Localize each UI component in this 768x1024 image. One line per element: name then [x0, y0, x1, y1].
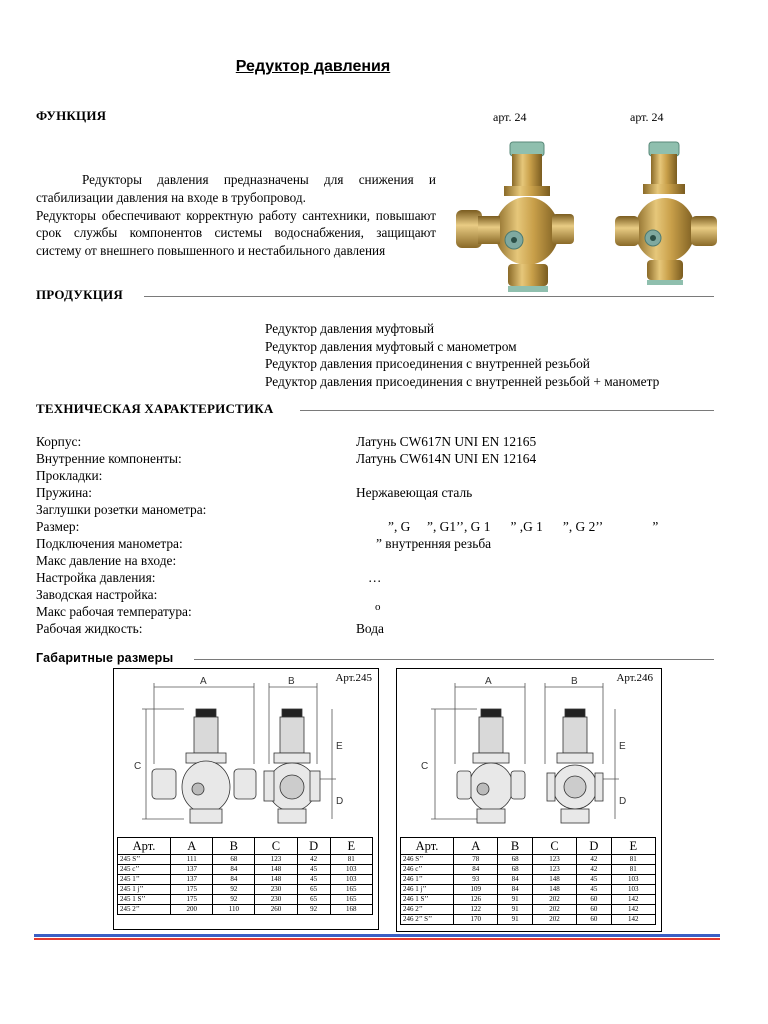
- table-cell: 110: [213, 905, 255, 915]
- table-cell: 60: [577, 915, 611, 925]
- table-header: C: [255, 838, 297, 855]
- table-cell: 245 2’’: [118, 905, 171, 915]
- table-row: [118, 905, 373, 915]
- dims-table-246: [400, 837, 656, 925]
- dim-letter: E: [619, 741, 626, 752]
- spec-value: Нержавеющая сталь: [356, 485, 473, 500]
- spec-label: Прокладки:: [36, 468, 103, 483]
- table-cell: 91: [498, 895, 532, 905]
- table-cell: 91: [498, 905, 532, 915]
- table-cell: 92: [213, 885, 255, 895]
- section-function-heading: ФУНКЦИЯ: [36, 108, 107, 123]
- product-item: Редуктор давления муфтовый с манометром: [265, 338, 517, 354]
- spec-label: Размер:: [36, 519, 80, 534]
- footer-stripe-blue: [34, 934, 720, 937]
- spec-value: Вода: [356, 621, 384, 636]
- table-row: [401, 905, 656, 915]
- spec-label: Заглушки розетки манометра:: [36, 502, 207, 517]
- table-cell: 122: [454, 905, 498, 915]
- table-cell: 202: [532, 895, 576, 905]
- table-cell: 245 1 j’’: [118, 885, 171, 895]
- table-cell: 81: [330, 855, 372, 865]
- function-text: [36, 171, 436, 260]
- table-cell: 92: [213, 895, 255, 905]
- table-header: B: [498, 838, 532, 855]
- table-cell: 230: [255, 895, 297, 905]
- table-cell: 91: [498, 915, 532, 925]
- table-cell: 84: [454, 865, 498, 875]
- table-cell: 68: [213, 855, 255, 865]
- table-row: [401, 885, 656, 895]
- table-body: [118, 855, 373, 915]
- spec-value: …: [368, 570, 382, 585]
- table-cell: 45: [297, 865, 330, 875]
- table-cell: 246 2’’ S’’: [401, 915, 454, 925]
- table-cell: 84: [498, 875, 532, 885]
- dims-table-245: [117, 837, 373, 915]
- table-cell: 42: [297, 855, 330, 865]
- table-cell: 168: [330, 905, 372, 915]
- table-cell: 202: [532, 905, 576, 915]
- dimension-drawing-246: [397, 669, 661, 835]
- table-cell: 45: [297, 875, 330, 885]
- table-cell: 246 S’’: [401, 855, 454, 865]
- table-cell: 245 S’’: [118, 855, 171, 865]
- table-cell: 65: [297, 895, 330, 905]
- table-row: [401, 865, 656, 875]
- drawing-245: [113, 668, 379, 930]
- table-cell: 175: [171, 885, 213, 895]
- section-dims-heading: Габаритные размеры: [36, 651, 174, 665]
- table-cell: 142: [611, 915, 655, 925]
- table-cell: 142: [611, 905, 655, 915]
- table-row: [118, 885, 373, 895]
- table-cell: 170: [454, 915, 498, 925]
- table-cell: 260: [255, 905, 297, 915]
- table-cell: 202: [532, 915, 576, 925]
- table-cell: 148: [532, 885, 576, 895]
- dim-letter: B: [288, 676, 295, 687]
- section-production-heading: ПРОДУКЦИЯ: [36, 287, 123, 302]
- table-cell: 123: [532, 855, 576, 865]
- table-header: A: [454, 838, 498, 855]
- table-cell: 81: [611, 865, 655, 875]
- table-cell: 93: [454, 875, 498, 885]
- table-cell: 148: [255, 865, 297, 875]
- dim-letter: D: [619, 796, 627, 807]
- table-row: [401, 875, 656, 885]
- table-cell: 245 1’’: [118, 875, 171, 885]
- table-cell: 45: [577, 875, 611, 885]
- spec-label: Корпус:: [36, 434, 82, 449]
- table-cell: 109: [454, 885, 498, 895]
- table-cell: 175: [171, 895, 213, 905]
- product-list: [265, 320, 659, 390]
- product-item: Редуктор давления присоединения с внутренней резьбой + манометр: [265, 373, 660, 389]
- table-header: D: [577, 838, 611, 855]
- footer-stripe-red: [34, 938, 720, 940]
- dim-letter: A: [200, 676, 207, 687]
- dim-letter: A: [485, 676, 492, 687]
- table-cell: 165: [330, 895, 372, 905]
- table-cell: 137: [171, 865, 213, 875]
- table-cell: 42: [577, 865, 611, 875]
- table-row: [118, 855, 373, 865]
- spec-label: Макс давление на входе:: [36, 553, 177, 568]
- table-row: [118, 875, 373, 885]
- dim-letter: D: [336, 796, 344, 807]
- spec-label: Внутренние компоненты:: [36, 451, 182, 466]
- table-header: E: [330, 838, 372, 855]
- table-cell: 81: [611, 855, 655, 865]
- spec-label: Подключения манометра:: [36, 536, 183, 551]
- function-text-line-2: Редукторы обеспечивают корректную работу сантехники, повышают срок службы компонентов системы водоснабжения, защищают систему от внешнего повышенного и нестабильного давления: [36, 207, 436, 259]
- table-cell: 246 1 S’’: [401, 895, 454, 905]
- table-row: [401, 855, 656, 865]
- table-header: D: [297, 838, 330, 855]
- table-row: [401, 915, 656, 925]
- drawing-246: [396, 668, 662, 932]
- dim-letter: E: [336, 741, 343, 752]
- table-cell: 111: [171, 855, 213, 865]
- table-header: Арт.: [118, 838, 171, 855]
- table-cell: 103: [611, 885, 655, 895]
- dim-letter: C: [421, 761, 429, 772]
- table-cell: 148: [532, 875, 576, 885]
- table-body: [401, 855, 656, 925]
- spec-label: Заводская настройка:: [36, 587, 158, 602]
- table-cell: 245 1 S’’: [118, 895, 171, 905]
- table-header: C: [532, 838, 576, 855]
- table-row: [401, 895, 656, 905]
- table-row: [118, 895, 373, 905]
- table-cell: 126: [454, 895, 498, 905]
- table-cell: 123: [532, 865, 576, 875]
- section-tech-heading: ТЕХНИЧЕСКАЯ ХАРАКТЕРИСТИКА: [36, 401, 274, 416]
- table-cell: 246 1’’: [401, 875, 454, 885]
- table-cell: 42: [577, 855, 611, 865]
- spec-value: ”, G ”, G1’’, G 1 ” ,G 1 ”, G 2’’ ”: [388, 519, 659, 534]
- table-cell: 92: [297, 905, 330, 915]
- table-cell: 84: [213, 875, 255, 885]
- product-photo-reducer-2: [613, 136, 723, 296]
- table-cell: 245 с’’: [118, 865, 171, 875]
- drawing-art-label: Арт.245: [335, 672, 372, 684]
- table-cell: 103: [611, 875, 655, 885]
- table-cell: 60: [577, 895, 611, 905]
- table-cell: 230: [255, 885, 297, 895]
- table-cell: 78: [454, 855, 498, 865]
- drawing-art-label: Арт.246: [616, 672, 653, 684]
- table-cell: 165: [330, 885, 372, 895]
- spec-value: Латунь CW617N UNI EN 12165: [356, 434, 537, 449]
- table-cell: 103: [330, 865, 372, 875]
- production-rule: [144, 296, 714, 297]
- photo-label-1: арт. 24: [493, 110, 527, 124]
- table-cell: 246 2’’: [401, 905, 454, 915]
- table-header: A: [171, 838, 213, 855]
- product-item: Редуктор давления присоединения с внутренней резьбой: [265, 356, 590, 371]
- table-cell: 84: [498, 885, 532, 895]
- table-cell: 68: [498, 855, 532, 865]
- dim-letter: C: [134, 761, 142, 772]
- table-cell: 137: [171, 875, 213, 885]
- page-title: Редуктор давления: [235, 58, 391, 75]
- table-cell: 60: [577, 905, 611, 915]
- product-item: Редуктор давления муфтовый: [265, 321, 435, 336]
- table-cell: 246 с’’: [401, 865, 454, 875]
- spec-value: ” внутренняя резьба: [376, 536, 492, 551]
- product-photo-reducer-1: [452, 136, 582, 296]
- spec-label: Пружина:: [36, 485, 92, 500]
- spec-value: Латунь CW614N UNI EN 12164: [356, 451, 537, 466]
- table-cell: 84: [213, 865, 255, 875]
- spec-label: Настройка давления:: [36, 570, 156, 585]
- dimension-drawing-245: [114, 669, 378, 835]
- spec-value: о: [375, 601, 381, 613]
- tech-rule: [300, 410, 714, 411]
- table-cell: 68: [498, 865, 532, 875]
- table-cell: 200: [171, 905, 213, 915]
- table-cell: 148: [255, 875, 297, 885]
- table-cell: 142: [611, 895, 655, 905]
- table-cell: 45: [577, 885, 611, 895]
- table-cell: 65: [297, 885, 330, 895]
- table-header: B: [213, 838, 255, 855]
- table-row: [118, 865, 373, 875]
- photo-label-2: арт. 24: [630, 110, 664, 124]
- function-text-line-1: Редукторы давления предназначены для снижения и стабилизации давления на входе в трубопровод.: [36, 172, 436, 205]
- table-cell: 123: [255, 855, 297, 865]
- table-cell: 246 1 j’’: [401, 885, 454, 895]
- table-cell: 103: [330, 875, 372, 885]
- dim-letter: B: [571, 676, 578, 687]
- table-header: E: [611, 838, 655, 855]
- spec-label: Рабочая жидкость:: [36, 621, 143, 636]
- spec-label: Макс рабочая температура:: [36, 604, 192, 619]
- dims-rule: [194, 659, 714, 660]
- table-header: Арт.: [401, 838, 454, 855]
